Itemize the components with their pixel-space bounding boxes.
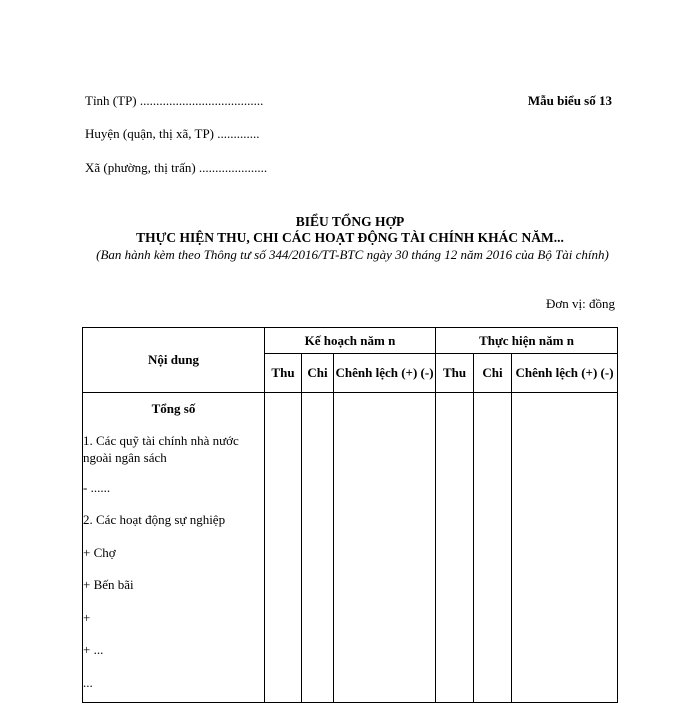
actual-diff-cell <box>512 393 618 703</box>
row-business-activities: 2. Các hoạt động sự nghiệp <box>83 512 226 528</box>
header-actual-year: Thực hiện năm n <box>436 328 618 354</box>
header-actual-thu: Thu <box>436 354 474 393</box>
row-state-funds: 1. Các quỹ tài chính nhà nước ngoài ngân sách <box>83 432 239 465</box>
province-field: Tỉnh (TP) ...................................... <box>85 93 264 108</box>
document-subtitle-heading: THỰC HIỆN THU, CHI CÁC HOẠT ĐỘNG TÀI CHÍNH KHÁC NĂM... <box>136 230 564 245</box>
header-plan-year: Kế hoạch năm n <box>265 328 436 354</box>
content-column <box>83 393 265 703</box>
header-plan-thu: Thu <box>265 354 302 393</box>
document-legal-basis: (Ban hành kèm theo Thông tư số 344/2016/TT-BTC ngày 30 tháng 12 năm 2016 của Bộ Tài chính) <box>96 247 609 262</box>
actual-chi-cell <box>474 393 512 703</box>
form-number: Mẫu biểu số 13 <box>527 93 612 108</box>
summary-table <box>82 327 618 703</box>
commune-field: Xã (phường, thị trấn) ..................... <box>85 160 268 175</box>
row-total: Tổng số <box>151 401 196 417</box>
row-plus-more: + ... <box>83 642 104 658</box>
row-funds-placeholder: - ...... <box>83 479 111 495</box>
row-parking: + Bến bãi <box>83 577 134 593</box>
header-actual-chi: Chi <box>474 354 512 393</box>
header-plan-diff: Chênh lệch (+) (-) <box>334 354 436 393</box>
district-field: Huyện (quận, thị xã, TP) ............. <box>85 126 260 141</box>
row-market: + Chợ <box>83 544 116 560</box>
plan-diff-cell <box>334 393 436 703</box>
header-actual-diff: Chênh lệch (+) (-) <box>512 354 618 393</box>
actual-thu-cell <box>436 393 474 703</box>
plan-chi-cell <box>302 393 334 703</box>
currency-unit: Đơn vị: đồng <box>546 296 615 311</box>
row-more: ... <box>83 674 93 690</box>
document-title: BIỂU TỔNG HỢP <box>295 214 405 229</box>
row-plus-empty: + <box>83 609 91 625</box>
header-content: Nội dung <box>83 328 265 393</box>
header-plan-chi: Chi <box>302 354 334 393</box>
plan-thu-cell <box>265 393 302 703</box>
